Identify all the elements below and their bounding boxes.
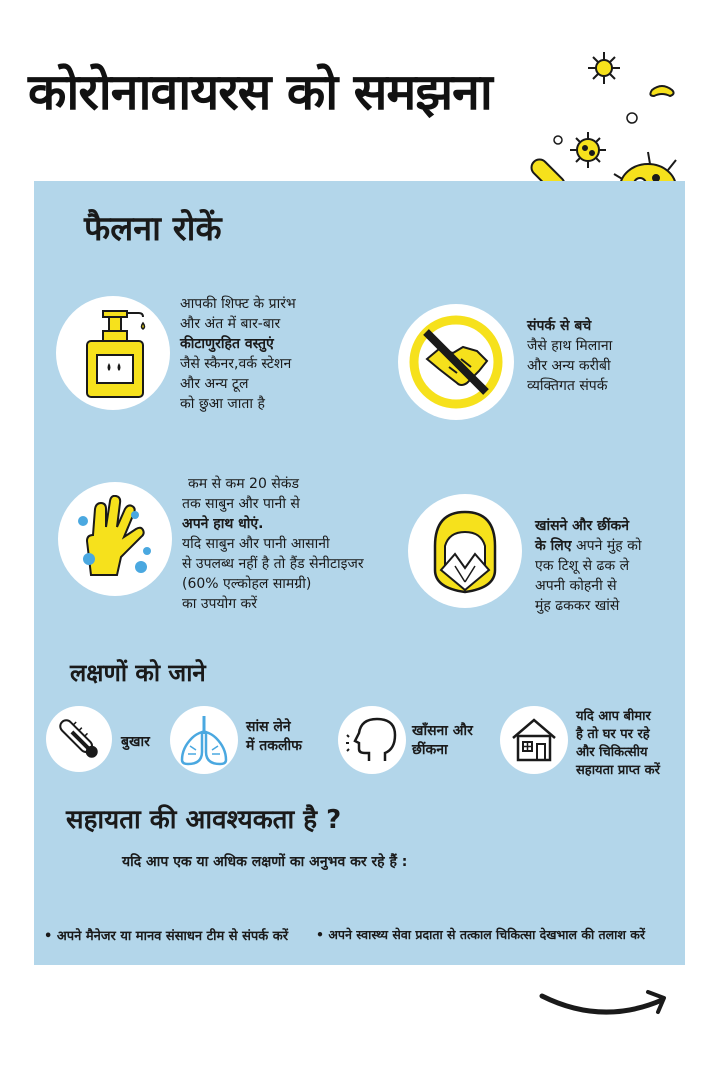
cough-face-circle	[338, 706, 406, 774]
house-icon	[509, 716, 559, 764]
handwash-text: कम से कम 20 सेकंड तक साबुन और पानी से अपने हाथ धोएं. यदि साबुन और पानी आसानी से उपलब्ध नहीं है तो हैंड सेनीटाइजर (60% एल्कोहल सामग्री) का उपयोग करें	[182, 476, 364, 612]
cough-text: खांसने और छींकने के लिए अपने मुंह को एक टिशू से ढक ले अपनी कोहनी से मुंह ढककर खांसे	[535, 518, 642, 614]
no-handshake-circle	[398, 304, 514, 420]
tissue-mask-icon	[425, 506, 505, 596]
sanitizer-circle	[56, 296, 170, 410]
page-title: कोरोनावायरस को समझना	[28, 63, 492, 121]
no-handshake-icon	[407, 313, 505, 411]
lungs-circle	[170, 706, 238, 774]
contact-text: संपर्क से बचे जैसे हाथ मिलाना और अन्य करीबी व्यक्तिगत संपर्क	[527, 318, 613, 394]
symptoms-heading: लक्षणों को जाने	[70, 659, 206, 687]
sanitizer-icon	[73, 305, 153, 401]
stay-home-label: यदि आप बीमार है तो घर पर रहे और चिकित्सीय सहायता प्राप्त करें	[576, 709, 660, 778]
handwash-circle	[58, 482, 172, 596]
smile-arrow-logo	[538, 988, 674, 1020]
bullet-healthcare: • अपने स्वास्थ्य सेवा प्रदाता से तत्काल चिकित्सा देखभाल की तलाश करें	[316, 927, 645, 942]
fever-label: बुखार	[121, 734, 150, 750]
disinfect-text: आपकी शिफ्ट के प्रारंभ और अंत में बार-बार कीटाणुरहित वस्तुएं जैसे स्कैनर,वर्क स्टेशन और अन्य टूल को छुआ जाता है	[180, 296, 296, 412]
fever-circle	[46, 706, 112, 772]
bullet-manager: • अपने मैनेजर या मानव संसाधन टीम से संपर्क करें	[44, 929, 289, 944]
cough-sneeze-label: खाँसना और छींकना	[412, 723, 473, 758]
help-subtitle: यदि आप एक या अधिक लक्षणों का अनुभव कर रहे हैं :	[122, 854, 408, 870]
house-circle	[500, 706, 568, 774]
thermometer-icon	[53, 713, 105, 765]
help-heading: सहायता की आवश्यकता है ?	[66, 805, 342, 835]
prevent-heading: फैलना रोकें	[84, 209, 222, 249]
cough-circle	[408, 494, 522, 608]
lungs-icon	[176, 712, 232, 768]
coughing-face-icon	[345, 713, 399, 767]
handwash-icon	[71, 495, 159, 583]
breath-label: सांस लेने में तकलीफ	[246, 719, 302, 754]
